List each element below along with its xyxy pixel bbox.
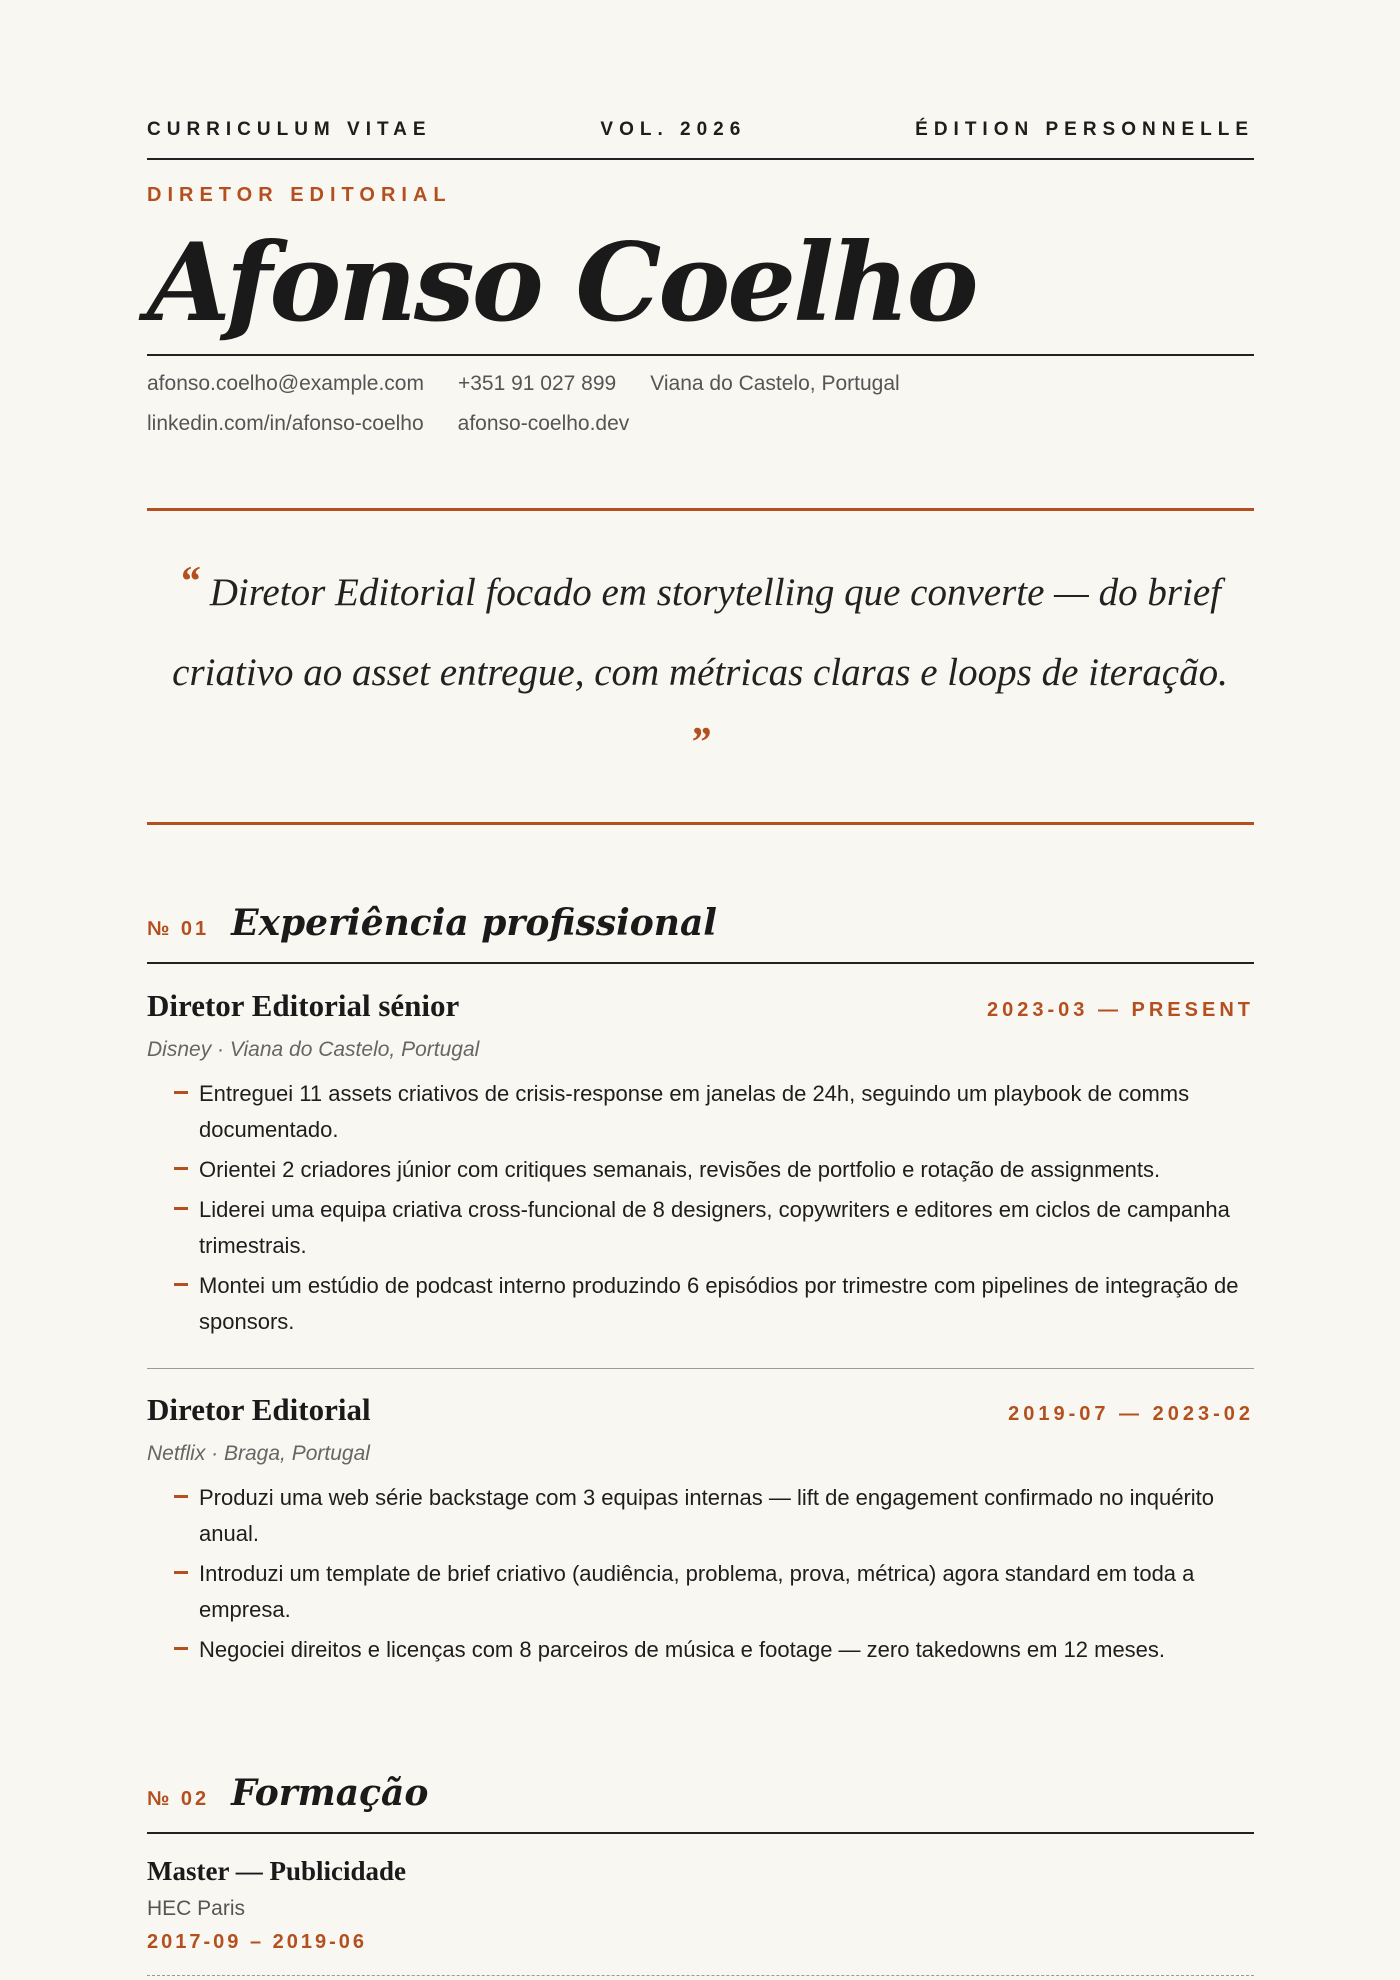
bullet-item: Negociei direitos e licenças com 8 parceiros de música e footage — zero takedowns em 12 meses. [199,1632,1254,1668]
bullet-item: Orientei 2 criadores júnior com critiques semanais, revisões de portfolio e rotação de assignments. [199,1152,1254,1188]
summary-bottom-rule [147,822,1254,825]
education-dates: 2017-09 – 2019-06 [147,1931,368,1953]
contact-line-2 [147,412,1254,436]
person-name: Afonso Coelho [147,218,1254,356]
job-divider [147,1368,1254,1369]
school-name: HEC Paris [147,1897,246,1920]
job-bullets [147,1480,1254,1668]
bullet-item: Liderei uma equipa criativa cross-funcional de 8 designers, copywriters e editores em ciclos de campanha trimestrais. [199,1192,1254,1264]
section-title: Experiência profissional [231,902,717,944]
job-entry [147,988,1254,1344]
summary-top-rule [147,508,1254,511]
masthead-right: ÉDITION PERSONNELLE [915,119,1254,140]
masthead-left: CURRICULUM VITAE [147,119,432,140]
job-dates: 2023-03 — PRESENT [987,999,1254,1021]
masthead-center: VOL. 2026 [600,119,747,140]
open-quote-icon: “ [178,559,200,605]
summary-quote [160,552,1240,794]
degree-title: Master — Publicidade [147,1856,406,1886]
bullet-item: Introduzi um template de brief criativo (audiência, problema, prova, métrica) agora standard em toda a empresa. [199,1556,1254,1628]
location-text: Viana do Castelo, Portugal [650,372,900,395]
role-title: DIRETOR EDITORIAL [147,184,452,206]
masthead [147,118,1254,160]
education-entry [147,1856,1254,1954]
summary-text: Diretor Editorial focado em storytelling que converte — do brief criativo ao asset entregue, com métricas claras e loops de iteração. [172,571,1228,694]
job-dates: 2019-07 — 2023-02 [1008,1403,1254,1425]
website-link[interactable]: afonso-coelho.dev [457,412,630,435]
section-number: № 02 [147,1788,210,1810]
phone-text: +351 91 027 899 [457,372,617,395]
bullet-item: Produzi uma web série backstage com 3 equipas internas — lift de engagement confirmado no inquérito anual. [199,1480,1254,1552]
job-company: Disney · Viana do Castelo, Portugal [147,1038,480,1061]
bullet-item: Entreguei 11 assets criativos de crisis-response em janelas de 24h, seguindo um playbook de comms documentado. [199,1076,1254,1148]
job-company: Netflix · Braga, Portugal [147,1442,370,1465]
job-title: Diretor Editorial sénior [147,988,460,1023]
education-divider [147,1975,1254,1976]
linkedin-link[interactable]: linkedin.com/in/afonso-coelho [147,412,424,435]
job-title: Diretor Editorial [147,1392,371,1427]
section-experience-header [147,902,1254,964]
section-number: № 01 [147,918,210,940]
email-link[interactable]: afonso.coelho@example.com [147,372,424,395]
bullet-item: Montei um estúdio de podcast interno produzindo 6 episódios por trimestre com pipelines de integração de sponsors. [199,1268,1254,1340]
close-quote-icon: ” [689,720,711,766]
section-title: Formação [231,1772,429,1814]
job-entry [147,1392,1254,1672]
section-education-header [147,1772,1254,1834]
contact-line-1 [147,372,1254,396]
job-bullets [147,1076,1254,1340]
